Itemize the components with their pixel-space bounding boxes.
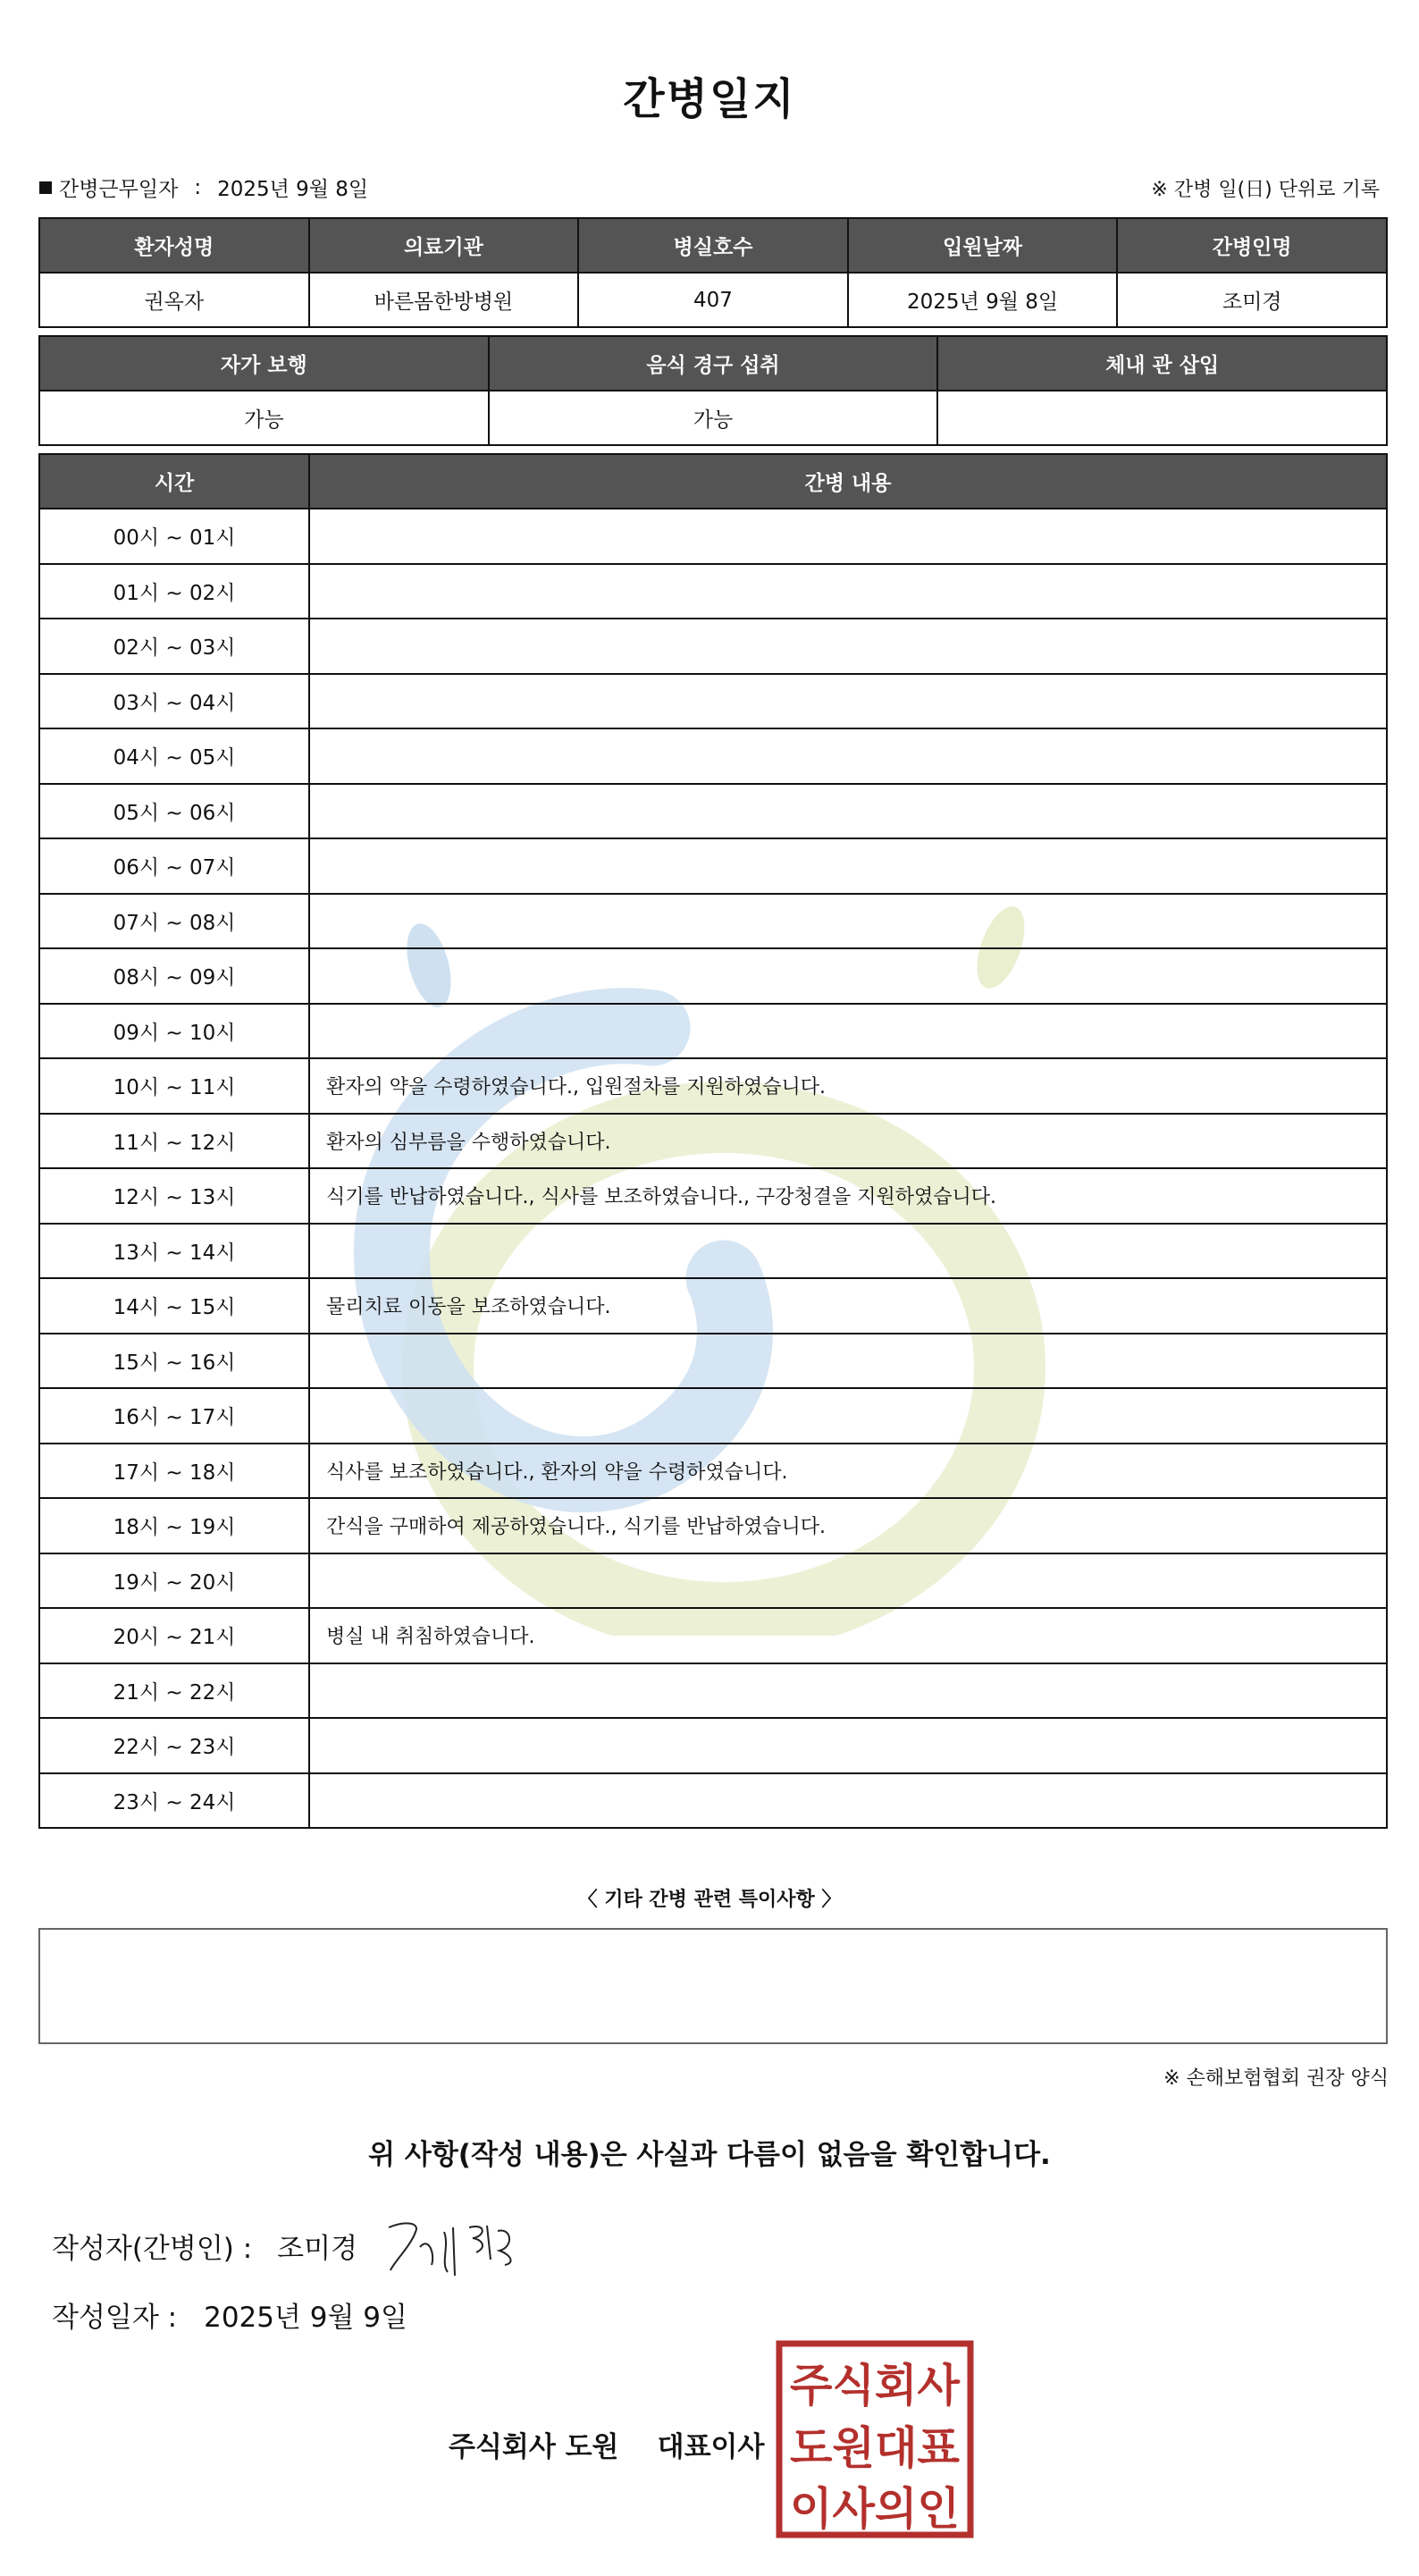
time-slot: 04시 ~ 05시: [39, 728, 309, 784]
header-care-content: 간병 내용: [309, 454, 1387, 509]
work-date-separator: :: [194, 175, 202, 199]
write-date-label: 작성일자 :: [52, 2302, 178, 2334]
care-content: [309, 1334, 1387, 1389]
header-self-walking: 자가 보행: [39, 336, 489, 391]
care-content: [309, 894, 1387, 949]
care-content: 식사를 보조하였습니다., 환자의 약을 수령하였습니다.: [309, 1444, 1387, 1499]
table-row: [39, 1718, 1387, 1773]
time-slot: 17시 ~ 18시: [39, 1444, 309, 1499]
table-row: [39, 728, 1387, 784]
table-row: [39, 1278, 1387, 1334]
patient-status-table: [38, 335, 1388, 446]
table-row: [39, 1498, 1387, 1553]
care-content: [309, 1718, 1387, 1773]
patient-info-table: [38, 217, 1388, 328]
header-admission-date: 입원날짜: [848, 218, 1118, 273]
time-slot: 18시 ~ 19시: [39, 1498, 309, 1553]
care-content: 물리치료 이동을 보조하였습니다.: [309, 1278, 1387, 1334]
time-slot: 06시 ~ 07시: [39, 838, 309, 894]
time-slot: 02시 ~ 03시: [39, 619, 309, 674]
admission-date: 2025년 9월 8일: [848, 273, 1118, 327]
care-content: [309, 1224, 1387, 1279]
care-content: [309, 1388, 1387, 1444]
table-row: [39, 894, 1387, 949]
table-row: [39, 948, 1387, 1004]
table-row: [39, 1224, 1387, 1279]
time-slot: 10시 ~ 11시: [39, 1058, 309, 1114]
time-slot: 13시 ~ 14시: [39, 1224, 309, 1279]
time-slot: 19시 ~ 20시: [39, 1553, 309, 1609]
table-row: [39, 619, 1387, 674]
header-patient-name: 환자성명: [39, 218, 309, 273]
care-log-table: [38, 453, 1388, 1829]
write-date-value: 2025년 9월 9일: [204, 2302, 407, 2334]
care-content: [309, 564, 1387, 619]
table-row: [39, 509, 1387, 564]
care-content: [309, 1663, 1387, 1719]
care-content: 병실 내 취침하였습니다.: [309, 1608, 1387, 1663]
hospital-name: 바른몸한방병원: [309, 273, 579, 327]
confirmation-statement: 위 사항(작성 내용)은 사실과 다름이 없음을 확인합니다.: [368, 2139, 1051, 2171]
time-slot: 14시 ~ 15시: [39, 1278, 309, 1334]
seal-text-line: 도원대표: [790, 2422, 961, 2474]
care-content: 식기를 반납하였습니다., 식사를 보조하였습니다., 구강청결을 지원하였습니다.: [309, 1168, 1387, 1224]
care-content: 환자의 심부름을 수행하였습니다.: [309, 1114, 1387, 1169]
care-content: [309, 1553, 1387, 1609]
care-log-body: [39, 509, 1387, 1828]
care-content: 환자의 약을 수령하였습니다., 입원절차를 지원하였습니다.: [309, 1058, 1387, 1114]
work-date: [39, 173, 368, 202]
work-date-value: 2025년 9월 8일: [217, 178, 369, 201]
time-slot: 09시 ~ 10시: [39, 1004, 309, 1059]
handwritten-signature: [380, 2201, 541, 2281]
seal-text-line: 주식회사: [790, 2360, 961, 2412]
time-slot: 16시 ~ 17시: [39, 1388, 309, 1444]
time-slot: 00시 ~ 01시: [39, 509, 309, 564]
time-slot: 03시 ~ 04시: [39, 674, 309, 729]
patient-name: 권옥자: [39, 273, 309, 327]
table-row: [39, 1114, 1387, 1169]
bullet-square-icon: [39, 181, 52, 194]
company-seal-stamp: [776, 2340, 974, 2538]
header-oral-intake: 음식 경구 섭취: [489, 336, 938, 391]
table-row: [39, 1004, 1387, 1059]
table-row: [39, 1388, 1387, 1444]
record-note: ※ 간병 일(日) 단위로 기록: [1151, 179, 1380, 201]
table-row: [39, 1773, 1387, 1829]
header-time: 시간: [39, 454, 309, 509]
writer-line: [52, 2226, 357, 2266]
table-row: [39, 1058, 1387, 1114]
time-slot: 07시 ~ 08시: [39, 894, 309, 949]
table-row: [39, 1608, 1387, 1663]
table-row: [39, 838, 1387, 894]
care-content: 간식을 구매하여 제공하였습니다., 식기를 반납하였습니다.: [309, 1498, 1387, 1553]
time-slot: 20시 ~ 21시: [39, 1608, 309, 1663]
oral-intake-value: 가능: [489, 391, 938, 445]
time-slot: 11시 ~ 12시: [39, 1114, 309, 1169]
table-row: [39, 1444, 1387, 1499]
time-slot: 12시 ~ 13시: [39, 1168, 309, 1224]
table-row: [39, 1168, 1387, 1224]
care-content: [309, 728, 1387, 784]
table-row: [39, 1663, 1387, 1719]
page-title: 간병일지: [623, 74, 796, 124]
care-content: [309, 838, 1387, 894]
table-row: [39, 674, 1387, 729]
header-hospital: 의료기관: [309, 218, 579, 273]
form-footnote: ※ 손해보험협회 권장 양식: [1163, 2067, 1389, 2090]
self-walking-value: 가능: [39, 391, 489, 445]
company-representative: 주식회사 도원 대표이사: [449, 2431, 765, 2463]
work-date-label: 간병근무일자: [59, 178, 179, 201]
header-caregiver: 간병인명: [1117, 218, 1387, 273]
time-slot: 22시 ~ 23시: [39, 1718, 309, 1773]
table-row: [39, 1553, 1387, 1609]
header-room: 병실호수: [578, 218, 848, 273]
header-tube-insertion: 체내 관 삽입: [937, 336, 1387, 391]
care-content: [309, 674, 1387, 729]
seal-text-line: 이사의인: [790, 2483, 960, 2535]
care-content: [309, 948, 1387, 1004]
time-slot: 23시 ~ 24시: [39, 1773, 309, 1829]
table-row: [39, 564, 1387, 619]
time-slot: 05시 ~ 06시: [39, 784, 309, 839]
writer-name: 조미경: [277, 2233, 358, 2265]
room-number: 407: [578, 273, 848, 327]
caregiver-name: 조미경: [1117, 273, 1387, 327]
time-slot: 15시 ~ 16시: [39, 1334, 309, 1389]
time-slot: 08시 ~ 09시: [39, 948, 309, 1004]
special-notes-caption: 〈 기타 간병 관련 특이사항 〉: [577, 1889, 842, 1911]
care-content: [309, 784, 1387, 839]
care-content: [309, 1773, 1387, 1829]
care-content: [309, 619, 1387, 674]
write-date-line: [52, 2294, 407, 2335]
writer-label: 작성자(간병인) :: [52, 2233, 253, 2265]
care-content: [309, 509, 1387, 564]
time-slot: 01시 ~ 02시: [39, 564, 309, 619]
tube-insertion-value: [937, 391, 1387, 445]
table-row: [39, 784, 1387, 839]
time-slot: 21시 ~ 22시: [39, 1663, 309, 1719]
table-row: [39, 1334, 1387, 1389]
special-notes-box: [38, 1928, 1388, 2044]
care-content: [309, 1004, 1387, 1059]
